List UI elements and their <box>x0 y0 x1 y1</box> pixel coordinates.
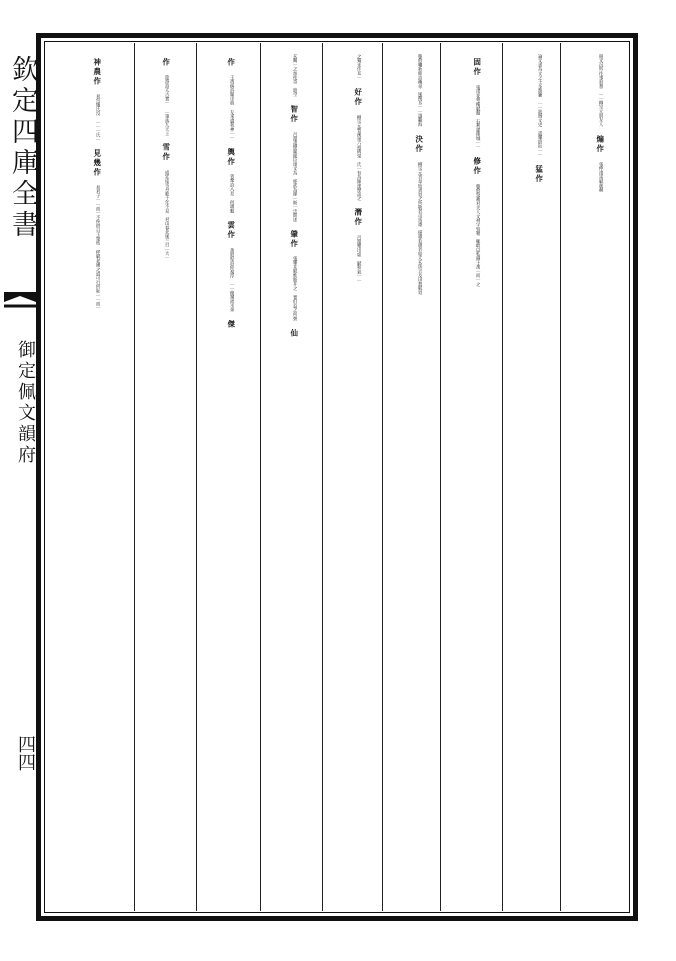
citation-text: 呂溫凌煙閣勛臣頌文為 <box>292 131 298 175</box>
citation-text: 冊文沉吟往事追想 <box>598 54 604 89</box>
column-rule <box>196 43 197 911</box>
citation-text: 論文書為文之士多漁獵 <box>537 54 543 97</box>
citation-text: 成廷珪雪舟歌十年不見 <box>164 170 170 214</box>
citation-text: 友來遺我神｜｜ <box>229 109 235 140</box>
citation-text: 君山春北風三日｜大｜ <box>164 217 170 261</box>
citation-text: 揚雄若雄者如太玄法言及田愁賦退 <box>417 230 423 295</box>
citation-text: 呂溫樂出虛 <box>356 235 362 257</box>
headword-entry: 雪作 <box>161 143 171 163</box>
citation-text: 張仲甫雷賦葩赫 <box>598 161 604 192</box>
citation-text: 實伯益之所營 <box>292 294 298 321</box>
headword-entry: 好作 <box>353 87 363 107</box>
text-column-7 <box>205 52 257 912</box>
text-column-9 <box>71 52 123 912</box>
headword-entry: 見幾作 <box>92 149 102 178</box>
fish-tail-ornament <box>0 290 40 330</box>
citation-text: ｜｜｜氏｜ <box>95 119 101 142</box>
citation-text: 柳宗元曹溪第六祖碑梁 <box>356 114 362 158</box>
citation-text: 黃庭堅詩仰視浮 <box>229 247 235 278</box>
text-column-8 <box>140 52 192 912</box>
citation-text: 柳宗元答韋珩書退之所敬者司馬遷 <box>417 161 423 227</box>
citation-text: 風搜耳｜｜濤翻海 <box>417 92 423 127</box>
citation-text: 張甫花萼樓賦盤 <box>475 84 481 115</box>
headword-entry: 固作 <box>472 58 482 77</box>
citation-text: 曾鞏詩入見 <box>229 174 235 196</box>
citation-text: 桴賦老圃之道可行何恥｜｜而｜ <box>95 249 101 310</box>
citation-text: 石利建維城｜｜ <box>475 118 481 150</box>
headword-entry: 猛作 <box>534 164 544 184</box>
text-column-5 <box>332 52 384 912</box>
citation-text: 輒敢以私錢十萬｜而｜之 <box>475 239 481 287</box>
citation-text: 震耀紛紜｜｜ <box>537 130 543 157</box>
citation-text: 王禹偁詩閣中朋 <box>229 75 235 106</box>
citation-text: 經武為緯｜斯｜忠斯述 <box>292 178 298 222</box>
citation-text: ｜｜戕賊文史 <box>537 101 543 127</box>
column-rule <box>260 43 261 911</box>
citation-text: 韓愈祭湘君夫人文祠宇毀頓 <box>475 183 481 236</box>
book-subtitle: 御定佩文韻府 <box>15 340 36 466</box>
text-column-2 <box>513 52 565 912</box>
citation-text: 韓愈喇新睦詩幽尋 <box>417 54 423 89</box>
text-column-3 <box>451 52 503 912</box>
citation-text: 陸游詩太古實｜ <box>164 75 170 106</box>
citation-text: 張耀井賦惟斯井之 <box>292 256 298 291</box>
headword-entry: 修作 <box>472 157 482 176</box>
headword-entry: 決作 <box>414 134 424 154</box>
headword-entry: 煽作 <box>595 134 605 154</box>
citation-text: 易包犧氏沒 <box>95 94 101 116</box>
text-column-4 <box>393 52 445 912</box>
column-rule <box>322 43 323 911</box>
headword-entry: 神農作 <box>92 58 102 87</box>
headword-entry: 雲作 <box>226 220 236 240</box>
page-number: 四四 <box>15 735 36 771</box>
citation-text: 玄關｜之加忱奇 <box>292 54 298 85</box>
citation-text: 易君子｜｜而｜不俟終日王棨枯 <box>95 185 101 246</box>
citation-text: ｜｜柳宗元與友人 <box>598 92 604 127</box>
headword-entry: 作 <box>161 58 171 68</box>
headword-entry: 傑 <box>226 319 236 330</box>
citation-text: 何雄魁 <box>229 199 235 213</box>
column-rule <box>134 43 135 911</box>
headword-entry: 潛作 <box>353 208 363 228</box>
text-column-1 <box>574 52 626 912</box>
citation-text: 之獨未作耳｜ <box>356 54 362 80</box>
citation-text: 氏｜有為師達摩訊之 <box>356 161 362 201</box>
text-column-6 <box>268 52 320 912</box>
headword-entry: 肇作 <box>289 229 299 249</box>
headword-entry: 輿作 <box>226 147 236 167</box>
book-title: 欽定四庫全書 <box>7 55 38 241</box>
citation-text: ｜筆落九天上 <box>164 109 170 136</box>
citation-text: 賦和氣｜｜ <box>356 260 362 283</box>
citation-text: ｜｜俯窺流水奔 <box>229 281 235 312</box>
citation-text: 暗空 <box>292 88 298 97</box>
headword-entry: 仙 <box>289 328 299 338</box>
headword-entry: 作 <box>226 58 236 68</box>
headword-entry: 智作 <box>289 104 299 124</box>
